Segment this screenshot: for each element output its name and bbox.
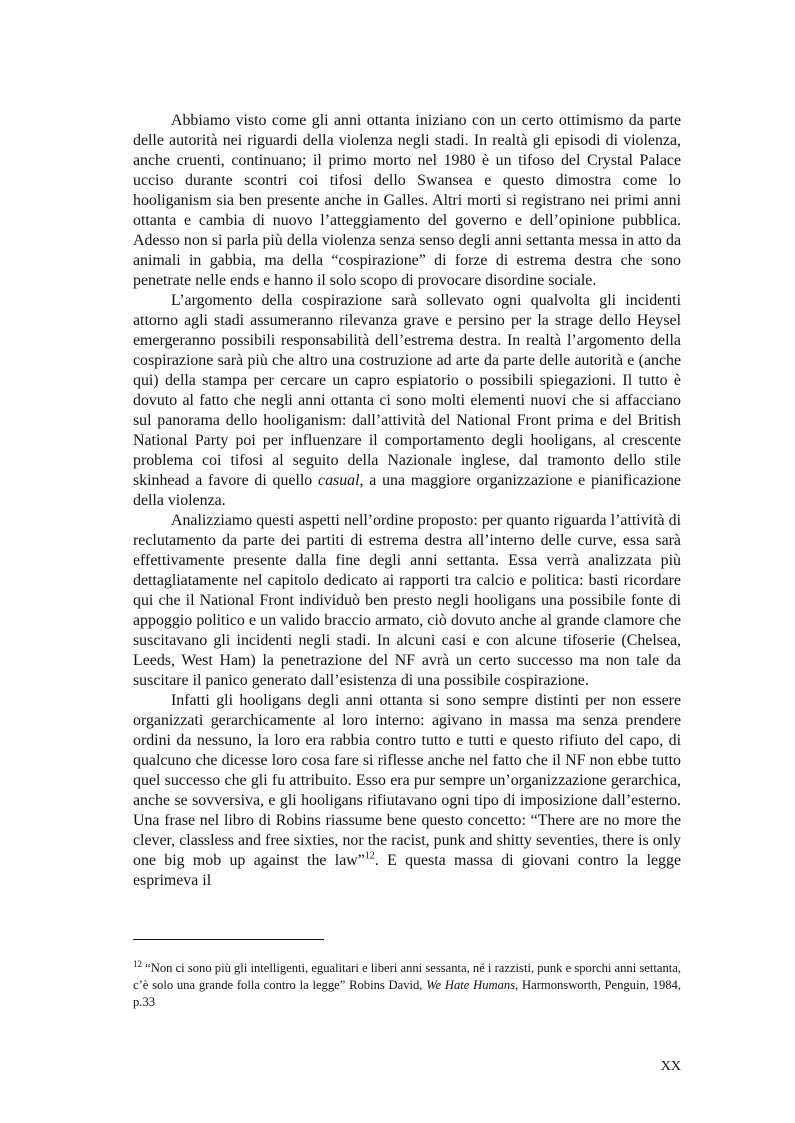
casual-term: casual <box>318 472 360 489</box>
footnote-divider <box>133 939 324 940</box>
paragraph-3-text: Analizziamo questi aspetti nell’ordine proposto: per quanto riguarda l’attività di reclutamento da parte dei partiti di estrema destra all’interno delle curve, essa sarà effettivamente presente dalla fine degli anni settanta. Essa verrà analizzata più dettagliatamente nel capitolo dedicato ai rapporti tra calcio e politica: basti ricordare qui che il National Front individuò ben presto negli hooligans una possibile fonte di appoggio politico e un valido braccio armato, ciò dovuto anche al grande clamore che suscitavano gli incidenti negli stadi. In alcuni casi e con alcune tifoserie (Chelsea, Leeds, West Ham) la penetrazione del NF avrà un certo successo ma non tale da suscitare il panico generato dall’esistenza di una possibile cospirazione. <box>133 512 681 689</box>
paragraph-4-end: . E questa massa di giovani contro la legge esprimeva il <box>133 852 682 889</box>
paragraph-4 <box>133 691 681 891</box>
footnote <box>133 960 681 1011</box>
body-text <box>133 111 681 891</box>
footnote-book-title: We Hate Humans <box>426 978 516 992</box>
paragraph-3 <box>133 511 681 691</box>
page-number: XX <box>660 1059 681 1074</box>
footnote-reference[interactable]: 12 <box>364 850 375 862</box>
paragraph-2-text: L’argomento della cospirazione sarà sollevato ogni qualvolta gli incidenti attorno agli stadi assumeranno rilevanza grave e persino per la strage dello Heysel emergeranno possibili responsabilità dell’estrema destra. In realtà l’argomento della cospirazione sarà più che altro una costruzione ad arte da parte delle autorità e (anche qui) della stampa per cercare un capro espiatorio o possibili spiegazioni. Il tutto è dovuto al fatto che negli anni ottanta ci sono molti elementi nuovi che si affacciano sul panorama dello hooliganism: dall’attività del National Front prima e del British National Party poi per influenzare il comportamento degli hooligans, al crescente problema coi tifosi al seguito della Nazionale inglese, dal tramonto dello stile skinhead a favore di quello <box>133 292 681 489</box>
footnote-number: 12 <box>133 958 142 969</box>
paragraph-1 <box>133 111 681 291</box>
paragraph-1-text: Abbiamo visto come gli anni ottanta iniziano con un certo ottimismo da parte delle autorità nei riguardi della violenza negli stadi. In realtà gli episodi di violenza, anche cruenti, continuano; il primo morto nel 1980 è un tifoso del Crystal Palace ucciso durante scontri coi tifosi dello Swansea e questo dimostra come lo hooliganism sia ben presente anche in Galles. Altri morti si registrano nei primi anni ottanta e cambia di nuovo l’atteggiamento del governo e dell’opinione pubblica. Adesso non si parla più della violenza senza senso degli anni settanta messa in atto da animali in gabbia, ma della “cospirazione” di forze di estrema destra che sono penetrate nelle ends e hanno il solo scopo di provocare disordine sociale. <box>133 112 681 289</box>
footnote-text: “Non ci sono più gli intelligenti, egualitari e liberi anni sessanta, né i razzisti, punk e sporchi anni settanta, c’è solo una grande folla contro la legge” Robins David, <box>133 961 681 992</box>
paragraph-2-end: , a una maggiore organizzazione e pianificazione della violenza. <box>133 472 681 509</box>
footnote-text-end: , Harmonsworth, Penguin, 1984, p.33 <box>133 978 682 1009</box>
paragraph-2 <box>133 291 681 511</box>
paragraph-4-text: Infatti gli hooligans degli anni ottanta si sono sempre distinti per non essere organizzati gerarchicamente al loro interno: agivano in massa ma senza prendere ordini da nessuno, la loro era rabbia contro tutto e tutti e questo rifiuto del capo, di qualcuno che dicesse loro cosa fare si riflesse anche nel fatto che il NF non ebbe tutto quel successo che gli fu attribuito. Esso era pur sempre un’organizzazione gerarchica, anche se sovversiva, e gli hooligans rifiutavano ogni tipo di imposizione dall’esterno. Una frase nel libro di Robins riassume bene questo concetto: “There are no more the clever, classless and free sixties, nor the racist, punk and shitty seventies, there is only one big mob up against the law” <box>133 692 681 869</box>
